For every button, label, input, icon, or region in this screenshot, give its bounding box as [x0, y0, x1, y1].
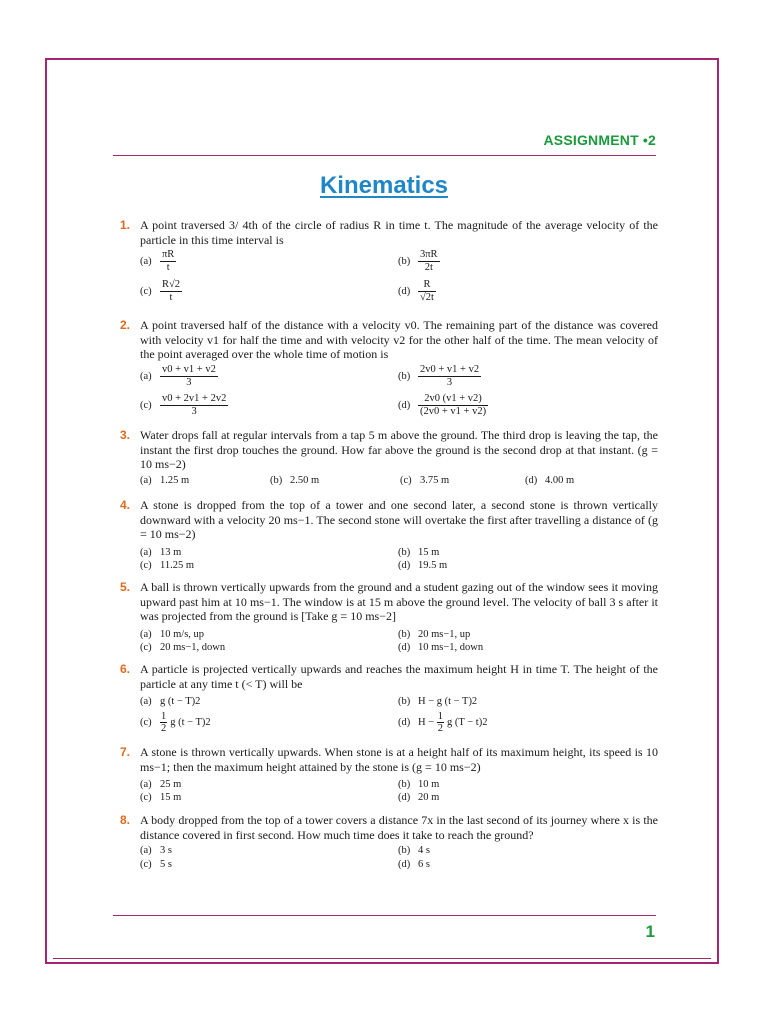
header-rule	[113, 155, 656, 156]
options	[140, 474, 658, 488]
option-c: (c) $\frac{v0 + 2v1 + 2v2}{3}$	[140, 392, 227, 417]
question-5	[120, 580, 658, 654]
question-text: Water drops fall at regular intervals from a tap 5 m above the ground. The third drop is leaving the tap, the instant the first drop touches the ground. How far above the ground is the second drop at that instant. (g = 10 ms−2)	[140, 428, 658, 471]
option-a: (a) 25 m	[140, 779, 182, 790]
option-c: (c) $\frac{1}{2}$ g (t − T)2	[140, 711, 211, 734]
question-text: A ball is thrown vertically upwards from the ground and a student gazing out of the window sees it moving upward past him at 10 ms−1. The window is at 15 m above the ground level. The velocity of ball 3 s after it was projected from the ground is [Take g = 10 ms−2]	[140, 580, 658, 623]
question-4	[120, 498, 658, 572]
question-text: A point traversed half of the distance with a velocity v0. The remaining part of the distance was covered with velocity v1 for half the time and with velocity v2 for the other half of the time. The mean velocity of the point averaged over the whole time of motion is	[140, 318, 658, 361]
option-a: (a) 3 s	[140, 845, 172, 856]
option-a: (a) 10 m/s, up	[140, 628, 205, 640]
question-text: A particle is projected vertically upwards and reaches the maximum height H in time T. The height of the particle at any time t (< T) will be	[140, 662, 658, 691]
question-8	[120, 813, 658, 872]
option-d: (d) $\frac{R}{√2t}$	[398, 279, 434, 303]
options	[140, 626, 658, 654]
option-b: (b) 2.50 m	[270, 474, 320, 486]
option-c: (c) 20 ms−1, down	[140, 641, 226, 653]
options	[140, 364, 658, 420]
question-6	[120, 662, 658, 737]
option-a: (a) 13 m	[140, 546, 182, 558]
question-number: 3.	[120, 428, 131, 442]
option-c: (c) 3.75 m	[400, 474, 450, 486]
assignment-label: ASSIGNMENT •2	[543, 132, 656, 148]
question-number: 2.	[120, 318, 131, 332]
page-title: Kinematics	[319, 172, 449, 199]
question-3	[120, 428, 658, 488]
option-c: (c) 5 s	[140, 859, 172, 870]
option-a: (a) 1.25 m	[140, 474, 190, 486]
option-d: (d) $\frac{2v0 (v1 + v2)}{(2v0 + v1 + v2)}$	[398, 392, 487, 417]
question-1	[120, 218, 658, 309]
option-b: (b) $\frac{2v0 + v1 + v2}{3}$	[398, 363, 480, 388]
question-number: 5.	[120, 580, 131, 594]
option-b: (b) $\frac{3\pi R}{2t}$	[398, 249, 438, 273]
option-a: (a) $\frac{\pi R}{t}$	[140, 249, 175, 273]
question-number: 1.	[120, 218, 131, 232]
question-text: A stone is thrown vertically upwards. When stone is at a height half of its maximum height, its speed is 10 ms−1; then the maximum height attained by the stone is (g = 10 ms−2)	[140, 745, 658, 774]
option-d: (d) 6 s	[398, 859, 430, 870]
option-a: (a) $\frac{v0 + v1 + v2}{3}$	[140, 363, 216, 388]
question-number: 8.	[120, 813, 131, 827]
question-number: 7.	[120, 745, 131, 759]
footer-rule	[113, 915, 656, 916]
option-d: (d) 4.00 m	[525, 474, 575, 486]
question-number: 4.	[120, 498, 131, 512]
option-b: (b) 20 ms−1, up	[398, 628, 471, 640]
question-text: A point traversed 3/ 4th of the circle of radius R in time t. The magnitude of the average velocity of the particle in this time interval is	[140, 218, 658, 247]
option-b: (b) 15 m	[398, 546, 440, 558]
page-number: 1	[645, 922, 655, 941]
option-b: (b) 10 m	[398, 779, 440, 790]
question-7	[120, 745, 658, 804]
options	[140, 693, 658, 737]
option-a: (a) g (t − T)2	[140, 696, 201, 707]
option-c: (c) 11.25 m	[140, 559, 195, 571]
option-d: (d) H − $\frac{1}{2}$ g (T − t)2	[398, 711, 488, 734]
question-number: 6.	[120, 662, 131, 676]
options	[140, 776, 658, 804]
option-d: (d) 19.5 m	[398, 559, 448, 571]
option-d: (d) 20 m	[398, 792, 440, 803]
question-2	[120, 318, 658, 420]
option-b: (b) 4 s	[398, 845, 430, 856]
options	[140, 844, 658, 872]
question-text: A body dropped from the top of a tower covers a distance 7x in the last second of its journey where x is the distance covered in first second. How much time does it take to reach the ground?	[140, 813, 658, 842]
options	[140, 544, 658, 572]
option-c: (c) $\frac{R√2}{t}$	[140, 279, 181, 303]
option-d: (d) 10 ms−1, down	[398, 641, 484, 653]
options	[140, 249, 658, 309]
question-text: A stone is dropped from the top of a tower and one second later, a second stone is thrown vertically downward with a velocity 20 ms−1. The second stone will overtake the first after travelling a distance of (g = 10 ms−2)	[140, 498, 658, 541]
option-c: (c) 15 m	[140, 792, 182, 803]
option-b: (b) H − g (t − T)2	[398, 696, 478, 707]
